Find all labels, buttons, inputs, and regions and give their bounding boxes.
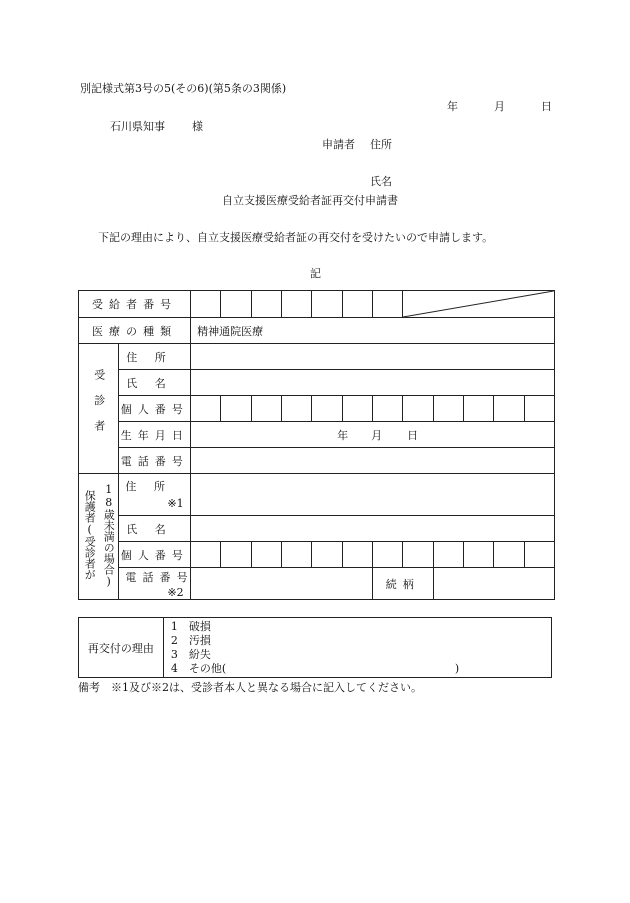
relationship-field[interactable] bbox=[433, 568, 554, 600]
patient-group-label: 受診者 bbox=[79, 344, 119, 474]
table-row bbox=[79, 474, 555, 516]
crossed-out-cell bbox=[403, 291, 555, 318]
digit-cell[interactable] bbox=[251, 291, 281, 318]
reason-option-soiled[interactable]: 2 汚損 bbox=[170, 634, 211, 647]
patient-address-label: 住所 bbox=[119, 344, 191, 370]
addressee: 石川県知事 bbox=[110, 120, 165, 133]
digit-cell[interactable] bbox=[342, 291, 372, 318]
table-row bbox=[79, 618, 552, 678]
patient-personal-number-label: 個人番号 bbox=[119, 396, 191, 422]
note2-marker: ※2 bbox=[167, 586, 184, 599]
table-row bbox=[79, 344, 555, 370]
table-row bbox=[79, 396, 555, 422]
table-row bbox=[79, 318, 555, 344]
application-table bbox=[78, 290, 555, 600]
digit-cell[interactable] bbox=[524, 396, 554, 422]
digit-cell[interactable] bbox=[251, 542, 281, 568]
table-row bbox=[79, 516, 555, 542]
digit-cell[interactable] bbox=[403, 396, 433, 422]
reason-option-other[interactable]: 4 その他( bbox=[170, 662, 227, 675]
digit-cell[interactable] bbox=[373, 291, 403, 318]
applicant-label: 申請者 bbox=[322, 138, 355, 151]
guardian-phone-label: 電話番号 ※2 bbox=[119, 568, 191, 600]
note1-marker: ※1 bbox=[167, 497, 184, 510]
table-row bbox=[79, 542, 555, 568]
digit-cell[interactable] bbox=[463, 396, 493, 422]
honorific: 様 bbox=[192, 120, 203, 133]
guardian-address-field[interactable] bbox=[191, 474, 555, 516]
reason-label: 再交付の理由 bbox=[79, 618, 164, 678]
guardian-name-field[interactable] bbox=[191, 516, 555, 542]
remarks-note: 備考 ※1及び※2は、受診者本人と異なる場合に記入してください。 bbox=[78, 681, 422, 694]
applicant-address-label: 住所 bbox=[370, 138, 392, 151]
birth-month-label: 月 bbox=[371, 429, 383, 442]
guardian-personal-number-label: 個人番号 bbox=[119, 542, 191, 568]
reason-option-damage[interactable]: 1 破損 bbox=[170, 620, 211, 633]
digit-cell[interactable] bbox=[342, 396, 372, 422]
digit-cell[interactable] bbox=[282, 291, 312, 318]
reason-other-close-paren: ) bbox=[454, 662, 460, 675]
digit-cell[interactable] bbox=[282, 396, 312, 422]
guardian-group-label: 18歳未満の場合) 保護者(受診者が bbox=[79, 474, 119, 600]
table-row bbox=[79, 291, 555, 318]
date-day-label: 日 bbox=[541, 100, 552, 113]
table-row bbox=[79, 370, 555, 396]
guardian-name-label: 氏名 bbox=[119, 516, 191, 542]
digit-cell[interactable] bbox=[221, 396, 251, 422]
medical-type-label: 医療の種類 bbox=[79, 318, 191, 344]
digit-cell[interactable] bbox=[312, 396, 342, 422]
date-year-label: 年 bbox=[447, 100, 458, 113]
digit-cell[interactable] bbox=[524, 542, 554, 568]
birth-year-label: 年 bbox=[337, 429, 349, 442]
digit-cell[interactable] bbox=[373, 542, 403, 568]
reason-option-lost[interactable]: 3 紛失 bbox=[170, 648, 211, 661]
digit-cell[interactable] bbox=[433, 396, 463, 422]
digit-cell[interactable] bbox=[191, 291, 221, 318]
digit-cell[interactable] bbox=[312, 291, 342, 318]
patient-name-label: 氏名 bbox=[119, 370, 191, 396]
digit-cell[interactable] bbox=[463, 542, 493, 568]
recipient-number-label: 受給者番号 bbox=[79, 291, 191, 318]
relationship-label: 続柄 bbox=[373, 568, 434, 600]
guardian-address-label: 住所 ※1 bbox=[119, 474, 191, 516]
intro-text: 下記の理由により、自立支援医療受給者証の再交付を受けたいので申請します。 bbox=[98, 231, 494, 244]
document-title: 自立支援医療受給者証再交付申請書 bbox=[222, 194, 398, 207]
digit-cell[interactable] bbox=[373, 396, 403, 422]
digit-cell[interactable] bbox=[221, 542, 251, 568]
digit-cell[interactable] bbox=[282, 542, 312, 568]
digit-cell[interactable] bbox=[403, 542, 433, 568]
digit-cell[interactable] bbox=[494, 542, 524, 568]
birth-date-label: 生年月日 bbox=[119, 422, 191, 448]
diagonal-line bbox=[403, 291, 554, 317]
patient-name-field[interactable] bbox=[191, 370, 555, 396]
medical-type-value: 精神通院医療 bbox=[191, 318, 555, 344]
digit-cell[interactable] bbox=[433, 542, 463, 568]
date-month-label: 月 bbox=[494, 100, 505, 113]
digit-cell[interactable] bbox=[221, 291, 251, 318]
patient-address-field[interactable] bbox=[191, 344, 555, 370]
birth-date-field[interactable] bbox=[191, 422, 555, 448]
guardian-phone-field[interactable] bbox=[191, 568, 373, 600]
table-row bbox=[79, 568, 555, 600]
table-row bbox=[79, 448, 555, 474]
digit-cell[interactable] bbox=[191, 542, 221, 568]
ki-heading: 記 bbox=[310, 267, 321, 280]
digit-cell[interactable] bbox=[312, 542, 342, 568]
patient-phone-label: 電話番号 bbox=[119, 448, 191, 474]
reason-table bbox=[78, 617, 552, 678]
birth-day-label: 日 bbox=[407, 429, 419, 442]
form-reference: 別記様式第3号の5(その6)(第5条の3関係) bbox=[80, 82, 287, 95]
table-row bbox=[79, 422, 555, 448]
reason-options bbox=[163, 618, 551, 678]
digit-cell[interactable] bbox=[494, 396, 524, 422]
digit-cell[interactable] bbox=[342, 542, 372, 568]
digit-cell[interactable] bbox=[191, 396, 221, 422]
digit-cell[interactable] bbox=[251, 396, 281, 422]
applicant-name-label: 氏名 bbox=[370, 175, 392, 188]
patient-phone-field[interactable] bbox=[191, 448, 555, 474]
